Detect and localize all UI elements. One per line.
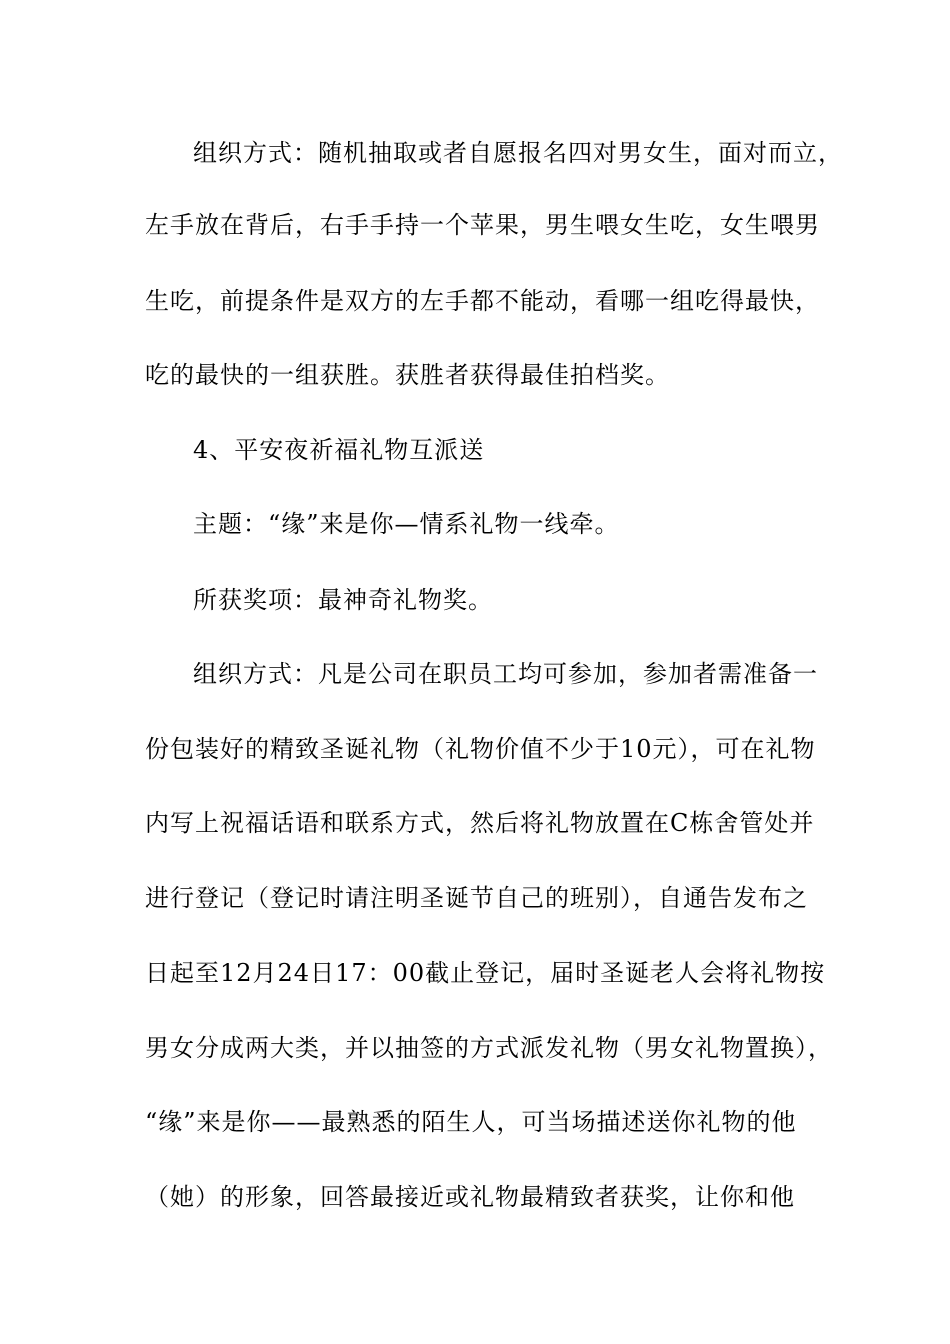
paragraph-line: 进行登记（登记时请注明圣诞节自己的班别），自通告发布之: [145, 884, 808, 912]
paragraph-line: 组织方式：凡是公司在职员工均可参加，参加者需准备一: [193, 660, 818, 688]
paragraph-line: 男女分成两大类，并以抽签的方式派发礼物（男女礼物置换），: [145, 1034, 833, 1062]
paragraph-line: 左手放在背后，右手手持一个苹果，男生喂女生吃，女生喂男: [145, 211, 820, 239]
paragraph-line: 组织方式：随机抽取或者自愿报名四对男女生，面对而立，: [193, 139, 843, 167]
section-heading: 4、平安夜祈福礼物互派送: [193, 436, 485, 464]
paragraph-line: 吃的最快的一组获胜。获胜者获得最佳拍档奖。: [145, 361, 670, 389]
paragraph-line: 内写上祝福话语和联系方式，然后将礼物放置在C栋舍管处并: [145, 809, 815, 837]
paragraph-line: 日起至12月24日17：00截止登记，届时圣诞老人会将礼物按: [145, 959, 826, 987]
paragraph-line: （她）的形象，回答最接近或礼物最精致者获奖，让你和他: [145, 1183, 795, 1211]
paragraph-line: 份包装好的精致圣诞礼物（礼物价值不少于10元），可在礼物: [145, 735, 816, 763]
paragraph-line: 所获奖项：最神奇礼物奖。: [193, 586, 493, 614]
paragraph-line: “缘”来是你——最熟悉的陌生人，可当场描述送你礼物的他: [145, 1108, 797, 1136]
paragraph-line: 生吃，前提条件是双方的左手都不能动，看哪一组吃得最快，: [145, 287, 820, 315]
paragraph-line: 主题：“缘”来是你—情系礼物一线牵。: [193, 510, 620, 538]
